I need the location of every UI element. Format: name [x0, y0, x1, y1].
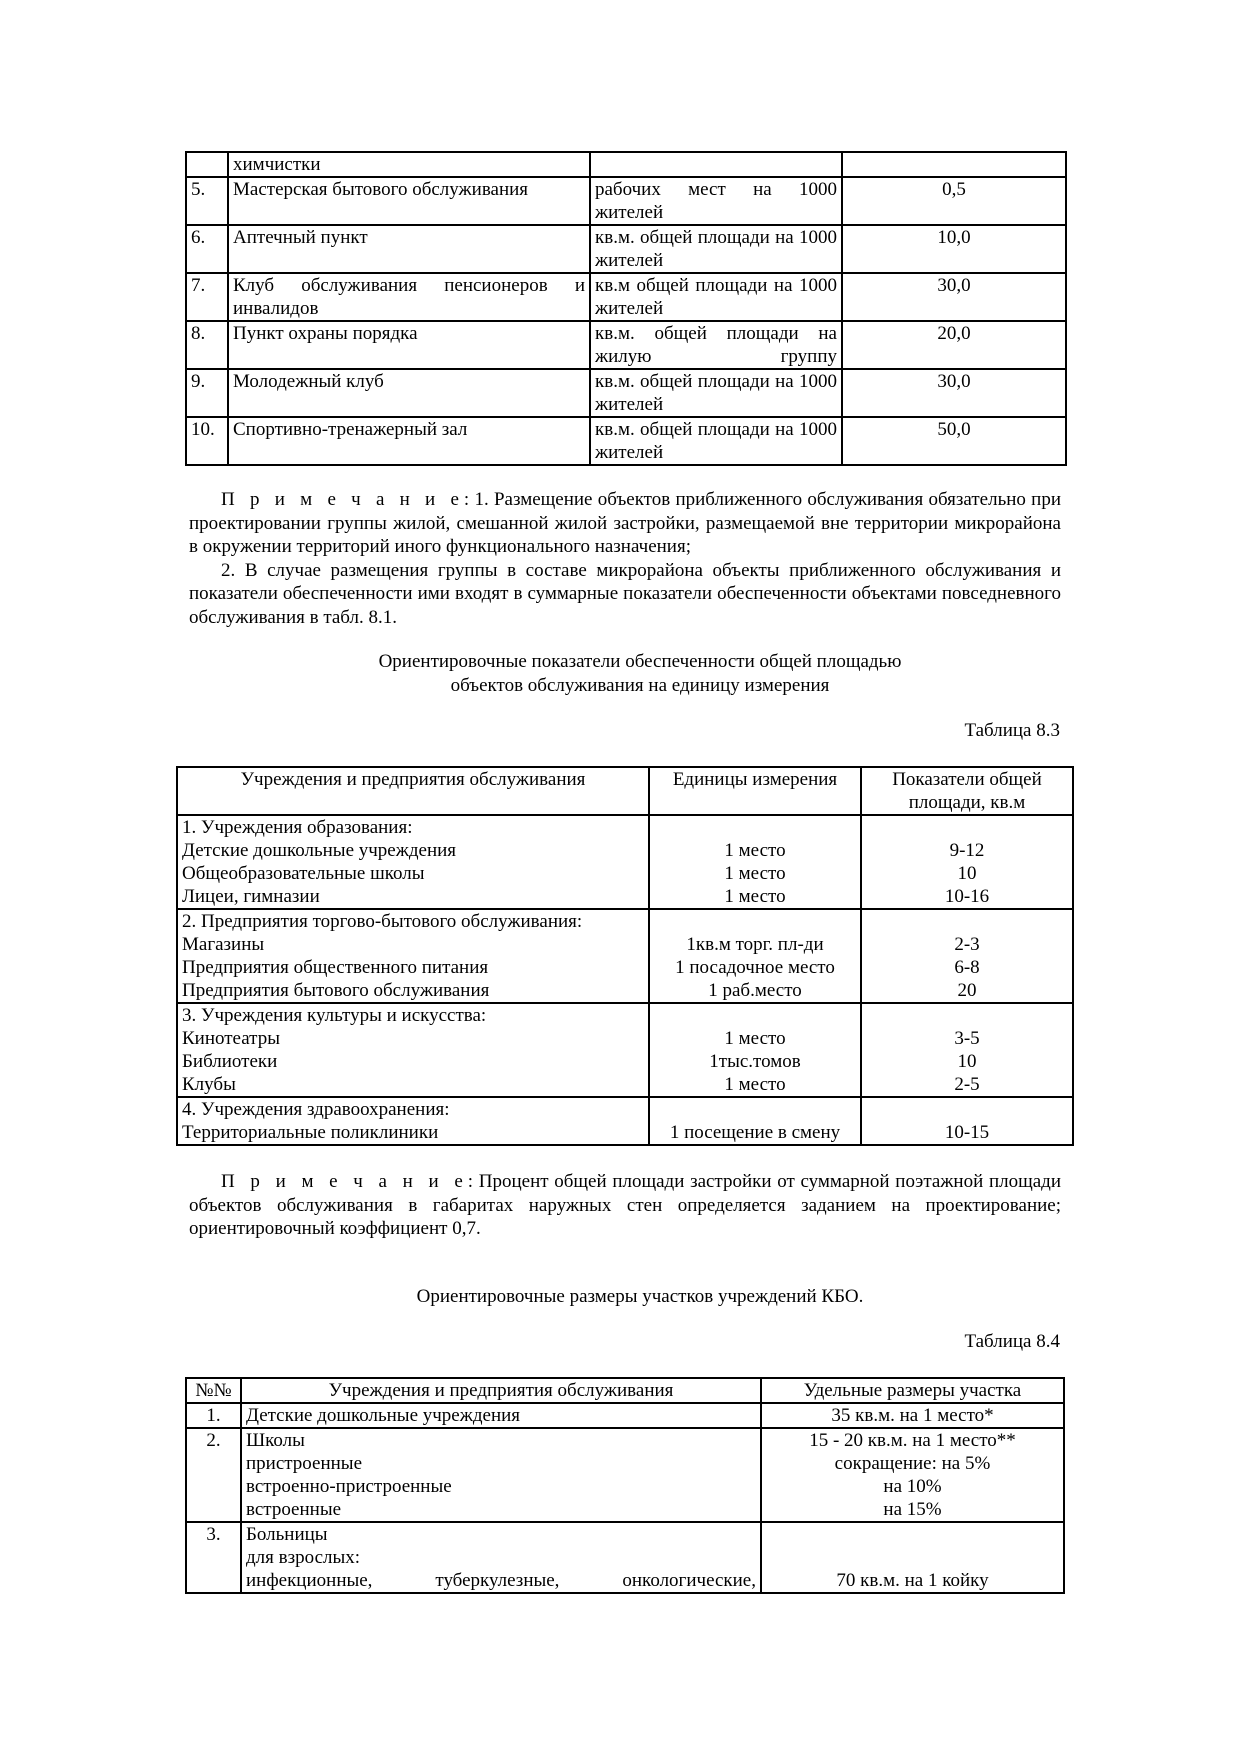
- table-row: [186, 1522, 1064, 1593]
- row-number: 9.: [186, 369, 228, 417]
- heading-8-3-line-1: Ориентировочные показатели обеспеченности общей площадью: [378, 651, 902, 672]
- table-row: [186, 152, 1066, 177]
- table-8-4-label: Таблица 8.4: [964, 1331, 1060, 1352]
- heading-8-3-line-2: объектов обслуживания на единицу измерения: [450, 675, 830, 696]
- institution-name: Пункт охраны порядка: [228, 321, 590, 369]
- table-8-2-continuation: [185, 151, 1067, 466]
- norm-value: 30,0: [842, 369, 1066, 417]
- institution-name: Клуб обслуживания пенсионеров и инвалидов: [228, 273, 590, 321]
- institution-name: Мастерская бытового обслуживания: [228, 177, 590, 225]
- table-8-3-header-area: Показатели общей площади, кв.м: [861, 767, 1073, 815]
- institution-name: Спортивно-тренажерный зал: [228, 417, 590, 465]
- norm-value: 30,0: [842, 273, 1066, 321]
- table-group-row: [177, 1003, 1073, 1097]
- row-number: 5.: [186, 177, 228, 225]
- area-values: 10-15: [861, 1097, 1073, 1145]
- institution-name: Молодежный клуб: [228, 369, 590, 417]
- heading-8-4: Ориентировочные размеры участков учреждений КБО.: [416, 1286, 864, 1307]
- table-row: [186, 417, 1066, 465]
- institution-name: Аптечный пункт: [228, 225, 590, 273]
- units-of-measure: 1 место 1 место 1 место: [649, 815, 861, 909]
- row-number: [186, 152, 228, 177]
- norm-value: [842, 152, 1066, 177]
- row-number: 1.: [186, 1403, 241, 1428]
- table-row: [186, 321, 1066, 369]
- table-8-3-label: Таблица 8.3: [964, 720, 1060, 741]
- note-2-label: П р и м е ч а н и е: [221, 1171, 468, 1192]
- table-8-3-header-row: [177, 767, 1073, 815]
- unit-of-measure: кв.м. общей площади на 1000 жителей: [590, 369, 842, 417]
- institution-names: Школы пристроенные встроенно-пристроенные встроенные: [241, 1428, 761, 1522]
- institution-name: химчистки: [228, 152, 590, 177]
- table-group-row: [177, 909, 1073, 1003]
- area-values: 2-3 6-8 20: [861, 909, 1073, 1003]
- institution-names-lines: Больницы для взрослых:: [246, 1524, 361, 1568]
- note-1-paragraph-1: П р и м е ч а н и е: 1. Размещение объектов приближенного обслуживания обязательно при проектировании группы жилой, смешанной жилой застройки, размещаемой вне территории микрорайона в окружении территорий иного функционального назначения;: [189, 489, 1061, 557]
- unit-of-measure: кв.м. общей площади на жилую группу: [590, 321, 842, 369]
- table-8-3-header-units: Единицы измерения: [649, 767, 861, 815]
- table-8-4-header-num: №№: [186, 1378, 241, 1403]
- institution-names: 4. Учреждения здравоохранения: Территориальные поликлиники: [177, 1097, 649, 1145]
- row-number: 6.: [186, 225, 228, 273]
- table-8-4-header-institutions: Учреждения и предприятия обслуживания: [241, 1378, 761, 1403]
- area-values: 3-5 10 2-5: [861, 1003, 1073, 1097]
- note-1: [189, 488, 1061, 629]
- note-1-paragraph-2: 2. В случае размещения группы в составе микрорайона объекты приближенного обслуживания и показатели обеспеченности ими входят в суммарные показатели обеспеченности объектами повседневного обслуживания в табл. 8.1.: [189, 559, 1061, 628]
- row-number: 10.: [186, 417, 228, 465]
- note-2: [189, 1170, 1061, 1241]
- note-1-label: П р и м е ч а н и е: [221, 489, 464, 510]
- table-8-4: [185, 1377, 1065, 1594]
- table-8-4-body: [186, 1403, 1064, 1593]
- row-number: 2.: [186, 1428, 241, 1522]
- plot-size-values: 15 - 20 кв.м. на 1 место** сокращение: на 5% на 10% на 15%: [761, 1428, 1064, 1522]
- plot-size-values: 70 кв.м. на 1 койку: [761, 1522, 1064, 1593]
- table-8-4-header-row: [186, 1378, 1064, 1403]
- table-row: [186, 1428, 1064, 1522]
- heading-8-3: [185, 650, 1095, 698]
- unit-of-measure: кв.м общей площади на 1000 жителей: [590, 273, 842, 321]
- table-row: [186, 177, 1066, 225]
- units-of-measure: 1 посещение в смену: [649, 1097, 861, 1145]
- unit-of-measure: [590, 152, 842, 177]
- norm-value: 20,0: [842, 321, 1066, 369]
- institution-names: Детские дошкольные учреждения: [241, 1403, 761, 1428]
- institution-names: 1. Учреждения образования: Детские дошкольные учреждения Общеобразовательные школы Лицеи, гимназии: [177, 815, 649, 909]
- unit-of-measure: рабочих мест на 1000 жителей: [590, 177, 842, 225]
- table-8-3-header-institutions: Учреждения и предприятия обслуживания: [177, 767, 649, 815]
- table-row: [186, 369, 1066, 417]
- norm-value: 50,0: [842, 417, 1066, 465]
- norm-value: 0,5: [842, 177, 1066, 225]
- unit-of-measure: кв.м. общей площади на 1000 жителей: [590, 225, 842, 273]
- table-group-row: [177, 1097, 1073, 1145]
- row-number: 8.: [186, 321, 228, 369]
- norm-value: 10,0: [842, 225, 1066, 273]
- row-number: 7.: [186, 273, 228, 321]
- table-8-4-header-size: Удельные размеры участка: [761, 1378, 1064, 1403]
- institution-names: [241, 1522, 761, 1593]
- note-2-paragraph: П р и м е ч а н и е: Процент общей площади застройки от суммарной поэтажной площади объектов обслуживания в габаритах наружных стен определяется заданием на проектирование; ориентировочный коэффициент 0,7.: [189, 1171, 1061, 1239]
- units-of-measure: 1 место 1тыс.томов 1 место: [649, 1003, 861, 1097]
- table-group-row: [177, 815, 1073, 909]
- table-row: [186, 225, 1066, 273]
- table-8-2-body: [186, 152, 1066, 465]
- institution-names-continuation: инфекционные, туберкулезные, онкологические,: [246, 1570, 756, 1591]
- units-of-measure: 1кв.м торг. пл-ди 1 посадочное место 1 раб.место: [649, 909, 861, 1003]
- table-8-3-body: [177, 815, 1073, 1145]
- institution-names: 2. Предприятия торгово-бытового обслуживания: Магазины Предприятия общественного питания Предприятия бытового обслуживания: [177, 909, 649, 1003]
- area-values: 9-12 10 10-16: [861, 815, 1073, 909]
- table-row: [186, 273, 1066, 321]
- institution-names: 3. Учреждения культуры и искусства: Кинотеатры Библиотеки Клубы: [177, 1003, 649, 1097]
- unit-of-measure: кв.м. общей площади на 1000 жителей: [590, 417, 842, 465]
- table-8-3: [176, 766, 1074, 1146]
- plot-size-values: 35 кв.м. на 1 место*: [761, 1403, 1064, 1428]
- row-number: 3.: [186, 1522, 241, 1593]
- table-row: [186, 1403, 1064, 1428]
